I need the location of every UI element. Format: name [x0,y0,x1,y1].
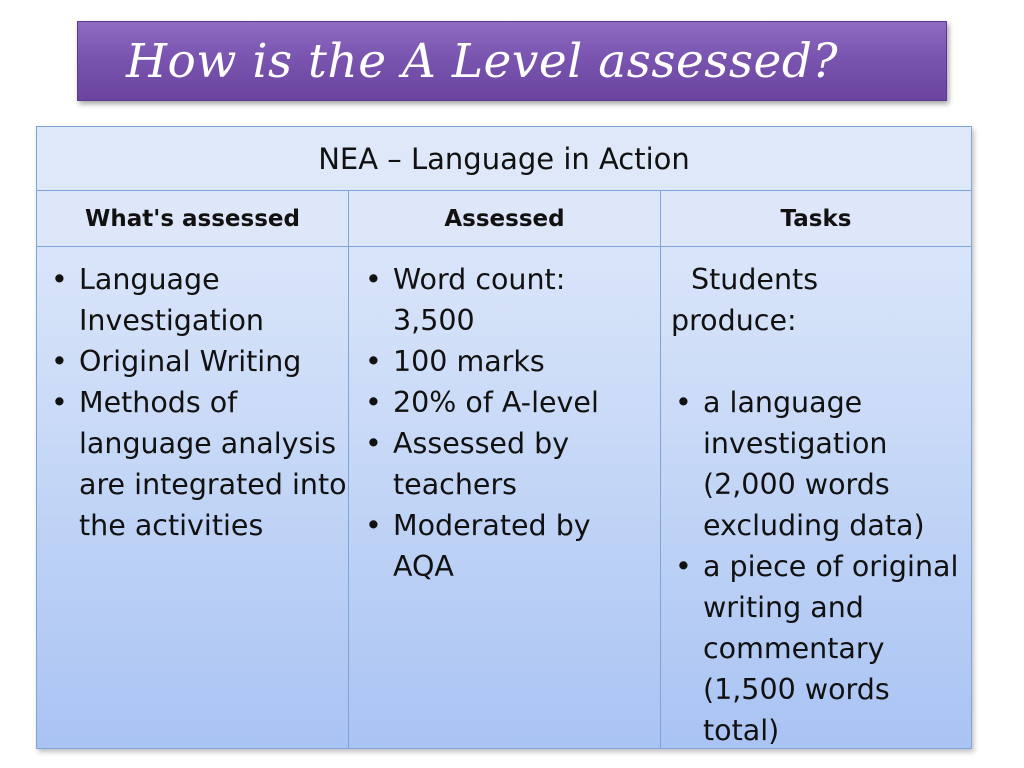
list-item: • Word count: 3,500 [361,259,583,341]
list-item: • Assessed by teachers [361,423,623,505]
assessment-table [36,126,972,749]
slide-title: How is the A Level assessed? [126,33,839,89]
list-item: • Moderated by AQA [361,505,623,587]
assessed-list [361,259,660,587]
list-item: • Methods of language analysis are integrated into the activities [47,382,348,546]
tasks-list [671,382,971,751]
list-item: • Language Investigation [47,259,348,341]
header-tasks: Tasks [780,205,852,232]
list-item: • a piece of original writing and commentary (1,500 words total) [671,546,971,751]
title-banner [77,21,947,101]
list-item: • a language investigation (2,000 words excluding data) [671,382,971,546]
header-whats-assessed: What's assessed [37,191,349,246]
table-body-row [37,247,971,748]
list-item: • 20% of A-level [361,382,660,423]
list-item: • 100 marks [361,341,660,382]
list-item: • Original Writing [47,341,348,382]
whats-assessed-list [47,259,348,546]
header-assessed: Assessed [349,191,661,246]
table-caption: NEA – Language in Action [37,127,971,191]
tasks-intro: Students produce: [671,263,819,337]
cell-assessed [349,247,661,748]
table-header-row [37,191,971,247]
cell-whats-assessed [37,247,349,748]
cell-tasks [661,247,971,748]
